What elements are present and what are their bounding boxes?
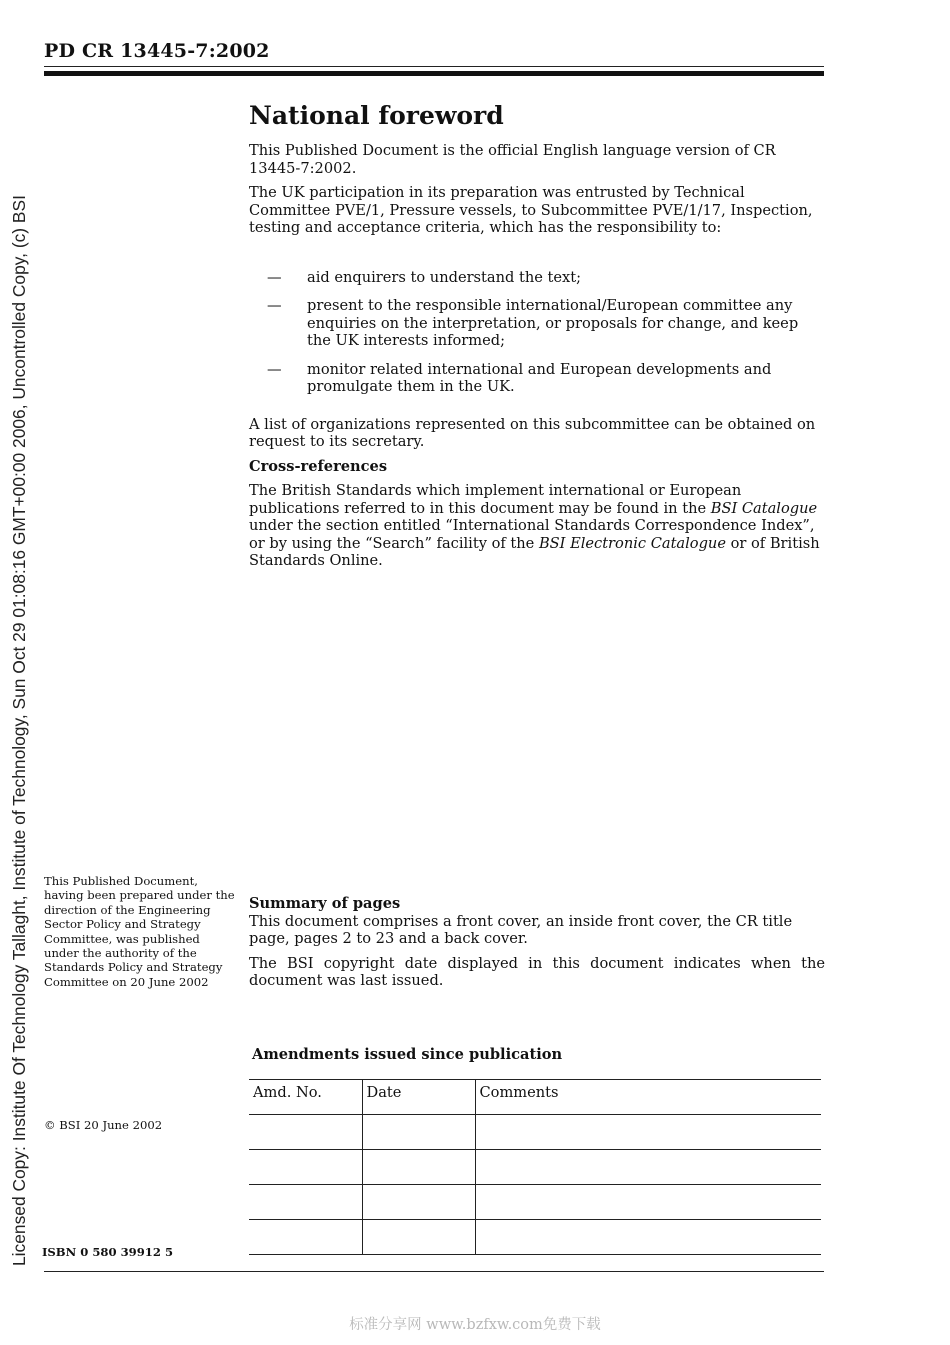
list-item-text: present to the responsible international/European committee any enquiries on the interpretation, or proposals for change, and keep the UK interests informed; [307, 297, 799, 349]
bsi-catalogue-title: BSI Catalogue [710, 499, 818, 517]
column-header-date: Date [362, 1080, 475, 1115]
intro-paragraph: This Published Document is the official English language version of CR 13445-7:2002. [249, 142, 776, 177]
table-cell [475, 1115, 821, 1150]
table-cell [475, 1185, 821, 1220]
table-cell [249, 1220, 362, 1255]
table-row [249, 1115, 821, 1150]
cross-ref-text: under the section entitled “International Standards Correspondence Index”, or by using the “Search” facility of the [249, 517, 815, 552]
document-code: PD CR 13445-7:2002 [44, 40, 270, 62]
table-cell [362, 1185, 475, 1220]
cross-references-heading: Cross-references [249, 457, 388, 475]
table-cell [362, 1150, 475, 1185]
site-watermark: 标准分享网 www.bzfxw.com免费下载 [349, 1317, 601, 1333]
column-header-amd-no: Amd. No. [249, 1080, 362, 1115]
cross-ref-text: The British Standards which implement international or European publications referred to in this document may be found in the [249, 482, 742, 517]
cross-ref-text: or of British Standards Online. [249, 534, 820, 569]
license-stamp: Licensed Copy: Institute Of Technology Tallaght, Institute of Technology, Sun Oct 29 01:08:16 GMT+00:00 2006, Uncontrolled Copy, (c) BSI [9, 195, 29, 1266]
table-cell [362, 1220, 475, 1255]
table-cell [249, 1185, 362, 1220]
foreword-body [249, 100, 825, 577]
table-cell [475, 1150, 821, 1185]
list-item-text: aid enquirers to understand the text; [307, 268, 582, 286]
table-row [249, 1185, 821, 1220]
amendments-table [249, 1079, 821, 1255]
page-title: National foreword [249, 101, 504, 130]
table-row [249, 1220, 821, 1255]
participation-paragraph: The UK participation in its preparation was entrusted by Technical Committee PVE/1, Pressure vessels, to Subcommittee PVE/1/17, Inspection, testing and acceptance criteria, which has the responsibility to: [249, 184, 813, 236]
copyright-date-paragraph: The BSI copyright date displayed in this document indicates when the document was last issued. [249, 954, 825, 989]
table-cell [475, 1220, 821, 1255]
publication-note: This Published Document, having been prepared under the direction of the Engineering Sector Policy and Strategy Committee, was published under the authority of the Standards Policy and Strategy Committee on 20 June 2002 [44, 874, 235, 989]
summary-pages-paragraph: This document comprises a front cover, an inside front cover, the CR title page, pages 2 to 23 and a back cover. [249, 912, 793, 947]
table-header-row [249, 1080, 821, 1115]
organizations-paragraph: A list of organizations represented on this subcommittee can be obtained on request to its secretary. [249, 415, 816, 450]
header-rule-thick [44, 71, 824, 76]
table-cell [362, 1115, 475, 1150]
list-item [249, 361, 825, 396]
table-row [249, 1150, 821, 1185]
amendments-title: Amendments issued since publication [252, 1046, 563, 1063]
header-rule-thin [44, 66, 824, 67]
list-dash: — [267, 268, 282, 286]
summary-heading: Summary of pages [249, 895, 401, 912]
list-dash: — [267, 297, 282, 314]
column-header-comments: Comments [475, 1080, 821, 1115]
copyright-line: © BSI 20 June 2002 [44, 1118, 163, 1132]
cross-references-paragraph [249, 482, 825, 570]
list-dash: — [267, 360, 282, 378]
list-item [249, 269, 825, 287]
list-item-text: monitor related international and European developments and promulgate them in the UK. [307, 360, 772, 395]
responsibility-list [249, 269, 825, 396]
summary-section [249, 895, 825, 997]
list-item [249, 297, 825, 350]
table-cell [249, 1115, 362, 1150]
bsi-electronic-catalogue-title: BSI Electronic Catalogue [538, 534, 726, 552]
footer-rule [44, 1271, 824, 1272]
table-cell [249, 1150, 362, 1185]
isbn: ISBN 0 580 39912 5 [42, 1245, 174, 1259]
